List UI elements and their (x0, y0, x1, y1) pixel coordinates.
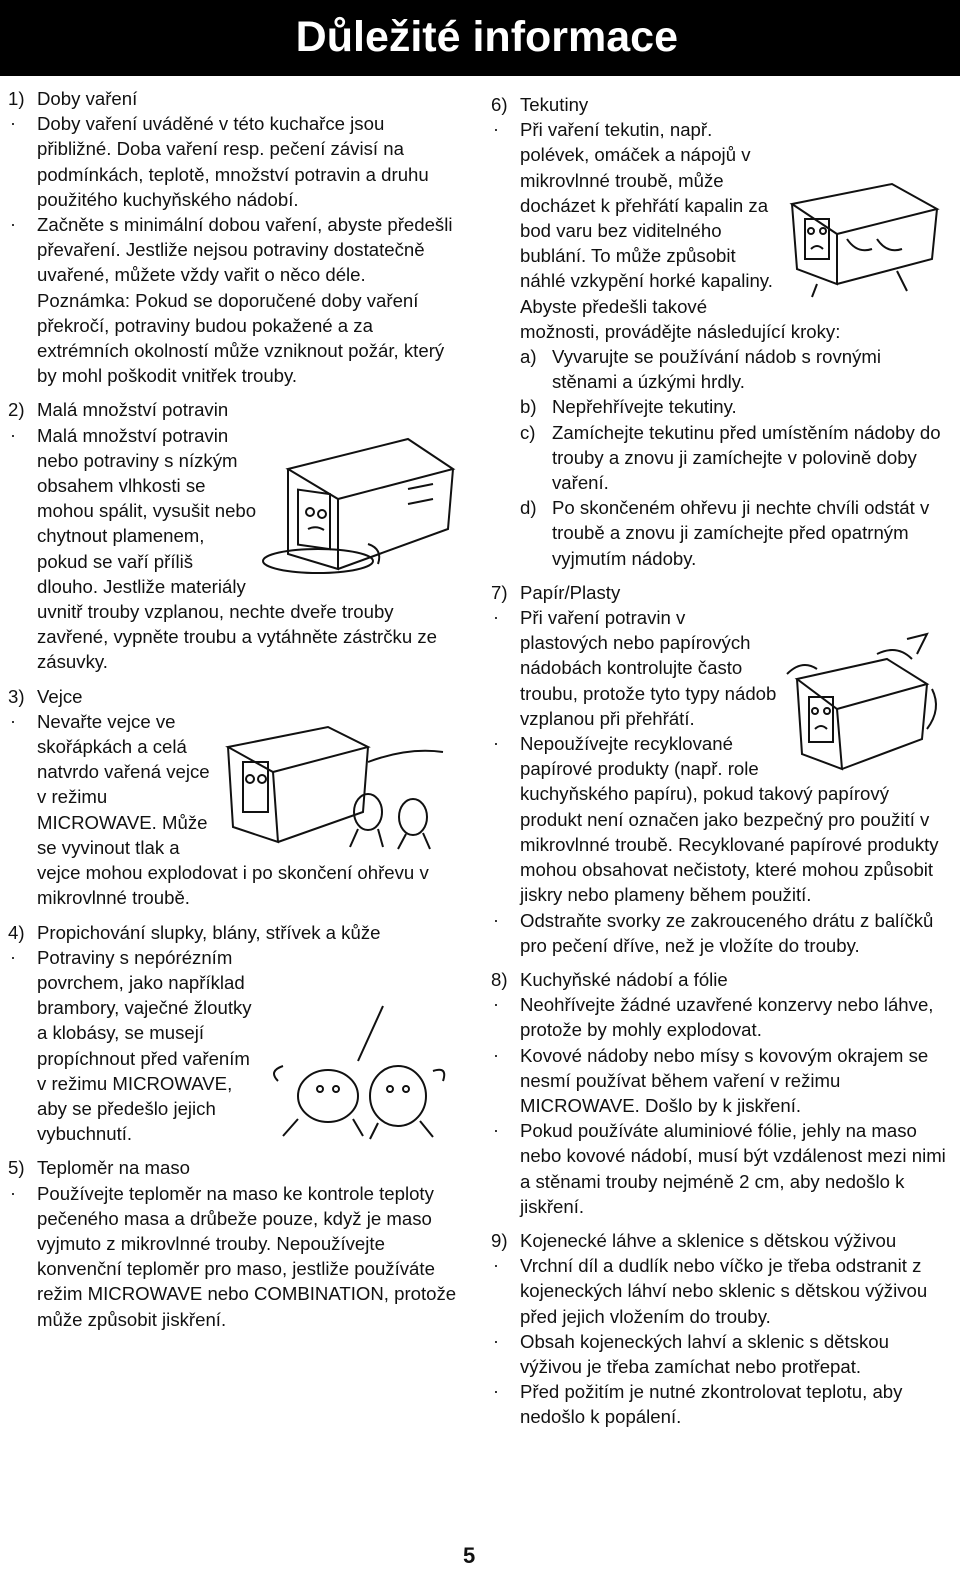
section-number: 7) (491, 581, 508, 603)
bullet-text: Před požitím je nutné zkontrolovat teplotu, aby nedošlo k popálení. (520, 1381, 903, 1428)
bullet-item (491, 1329, 947, 1379)
section-heading (8, 684, 458, 709)
section-paper-plastics (491, 580, 947, 958)
section-number: 5) (8, 1157, 25, 1179)
bullet-item (8, 111, 458, 212)
section-cooking-times (8, 86, 458, 388)
bullet-icon: · (10, 1182, 16, 1203)
bullet-item (8, 1181, 458, 1332)
section-heading (8, 920, 458, 945)
section-heading (8, 86, 458, 111)
sub-item (491, 495, 947, 571)
section-eggs (8, 684, 458, 911)
sub-item (491, 420, 947, 496)
page-title: Důležité informace (295, 13, 678, 61)
sub-item-text: Po skončeném ohřevu ji nechte chvíli odstát v troubě a znovu ji zamíchejte před opatrným vyjmutím nádoby. (552, 497, 930, 569)
bullet-text: Při vaření potravin v plastových nebo papírových nádobách kontrolujte často troubu, protože tyto typy nádob vzplanou při přehřátí. (520, 607, 777, 729)
bullet-icon: · (493, 119, 499, 140)
section-title: Kuchyňské nádobí a fólie (520, 968, 728, 990)
section-number: 9) (491, 1229, 508, 1251)
bullet-icon: · (493, 909, 499, 930)
sub-item-text: Nepřehřívejte tekutiny. (552, 396, 737, 418)
section-heading (491, 92, 947, 117)
bullet-icon: · (493, 1044, 499, 1065)
bullet-item (491, 1253, 947, 1329)
bullet-item (8, 945, 458, 1147)
bullet-icon: · (10, 214, 16, 235)
bullet-item (8, 212, 458, 288)
section-title: Teploměr na maso (37, 1157, 190, 1179)
bullet-icon: · (10, 710, 16, 731)
bullet-icon: · (10, 424, 16, 445)
bullet-icon: · (10, 946, 16, 967)
bullet-icon: · (10, 113, 16, 134)
bullet-item (491, 1379, 947, 1429)
section-title: Vejce (37, 685, 83, 707)
bullet-item (491, 117, 947, 344)
bullet-icon: · (493, 1120, 499, 1141)
section-title: Doby vaření (37, 88, 138, 109)
page-number: 5 (463, 1543, 476, 1568)
bullet-text: Malá množství potravin nebo potraviny s nízkým obsahem vlhkosti se mohou spálit, vysušit nebo chytnout plamenem, pokud se vaří příliš dlouho. Jestliže materiály uvnitř trouby vzplanou, nechte dveře trouby zavřené, vypněte troubu a vytáhněte zástrčku ze zásuvky. (37, 424, 437, 673)
section-cookware-foil (491, 967, 947, 1219)
section-title: Tekutiny (520, 94, 589, 115)
section-title: Propichování slupky, blány, střívek a kůže (37, 921, 381, 943)
bullet-text: Pokud používáte aluminiové fólie, jehly na maso nebo kovové nádobí, musí být vzdálenost mezi nimi a stěnami trouby nejméně 2 cm, aby nedošlo k jiskření. (520, 1120, 946, 1217)
bullet-text: Odstraňte svorky ze zakrouceného drátu z balíčků pro pečení dříve, než je vložíte do trouby. (520, 909, 934, 956)
bullet-icon: · (493, 733, 499, 754)
bullet-icon: · (493, 1255, 499, 1276)
section-heading (8, 397, 458, 422)
section-number: 2) (8, 399, 25, 421)
sub-item-text: Vyvarujte se používání nádob s rovnými stěnami a úzkými hrdly. (552, 346, 882, 393)
section-liquids (491, 92, 947, 571)
sub-item-label: d) (520, 497, 537, 519)
bullet-text: Nevařte vejce ve skořápkách a celá natvrdo vařená vejce v režimu MICROWAVE. Může se vyvinout tlak a vejce mohou explodovat i po skončení ohřevu v mikrovlnné troubě. (37, 710, 429, 909)
bullet-item (491, 605, 947, 731)
bullet-item (491, 731, 947, 907)
section-number: 6) (491, 94, 508, 115)
section-heading (491, 1228, 947, 1253)
bullet-icon: · (493, 1330, 499, 1351)
right-column (491, 92, 947, 1439)
bullet-text: Potraviny s nepórézním povrchem, jako například brambory, vaječné žloutky a klobásy, se musejí propíchnout před vařením v režimu MICROWAVE, aby se předešlo jejich vybuchnutí. (37, 946, 252, 1145)
sub-item-label: a) (520, 346, 537, 368)
bullet-item (8, 709, 458, 911)
bullet-text: Nepoužívejte recyklované papírové produkty (např. role kuchyňského papíru), pokud takový papírový produkt není označen jako bezpečný pro použití v mikrovlnné troubě. Recyklované papírové produkty mohou obsahovat nečistoty, které mohou způsobit jiskry nebo plameny během použití. (520, 733, 939, 906)
section-number: 4) (8, 921, 25, 943)
section-baby-bottles (491, 1228, 947, 1430)
bullet-text: Používejte teploměr na maso ke kontrole teploty pečeného masa a drůbeže pouze, když je maso vyjmuto z mikrovlnné trouby. Nepoužívejte konvenční teploměr pro maso, jestliže používáte režim MICROWAVE nebo COMBINATION, protože může způsobit jiskření. (37, 1182, 457, 1330)
bullet-item (491, 1118, 947, 1219)
section-title: Malá množství potravin (37, 399, 229, 421)
bullet-text: Obsah kojeneckých lahví a sklenic s dětskou výživou je třeba zamíchat nebo protřepat. (520, 1330, 889, 1377)
bullet-item (491, 1043, 947, 1119)
sub-item-text: Zamíchejte tekutinu před umístěním nádoby do trouby a znovu ji zamíchejte v polovině doby vaření. (552, 421, 941, 494)
sub-item-label: c) (520, 421, 536, 443)
section-piercing (8, 920, 458, 1147)
page-header (0, 0, 960, 76)
bullet-item (8, 423, 458, 675)
bullet-text: Začněte s minimální dobou vaření, abyste předešli převaření. Jestliže nejsou potraviny dostatečně uvařené, můžete vždy vařit o něco déle. (37, 214, 453, 286)
bullet-item (491, 908, 947, 958)
section-heading (491, 580, 947, 605)
bullet-icon: · (493, 1381, 499, 1402)
section-number: 8) (491, 968, 508, 990)
bullet-text: Při vaření tekutin, např. polévek, omáček a nápojů v mikrovlnné troubě, může docházet k přehřátí kapalin za bod varu bez viditelného bublání. To může způsobit náhlé vzkypění horké kapaliny. Abyste předešli takové možnosti, provádějte následující kroky: (520, 119, 841, 342)
bullet-icon: · (493, 607, 499, 628)
section-number: 1) (8, 88, 25, 109)
sub-item-label: b) (520, 396, 537, 418)
section-title: Papír/Plasty (520, 581, 621, 603)
section-heading (491, 967, 947, 992)
note-text: Poznámka: Pokud se doporučené doby vaření překročí, potraviny budou pokažené a za extrémních okolností může vzniknout požár, který by mohl poškodit vnitřek trouby. (37, 289, 445, 387)
left-column (8, 86, 458, 1341)
bullet-text: Vrchní díl a dudlík nebo víčko je třeba odstranit z kojeneckých láhví nebo sklenic s dětskou výživou před jejich vložením do trouby. (520, 1255, 928, 1327)
section-heading (8, 1155, 458, 1180)
bullet-text: Doby vaření uváděné v této kuchařce jsou přibližné. Doba vaření resp. pečení závisí na podmínkách, teplotě, množství potravin a druhu použitého kuchyňského nádobí. (37, 113, 429, 210)
section-number: 3) (8, 685, 25, 707)
section-title: Kojenecké láhve a sklenice s dětskou výživou (520, 1229, 897, 1251)
sub-item (491, 344, 947, 394)
bullet-text: Neohřívejte žádné uzavřené konzervy nebo láhve, protože by mohly explodovat. (520, 994, 934, 1041)
bullet-icon: · (493, 994, 499, 1015)
bullet-item (491, 992, 947, 1042)
bullet-text: Kovové nádoby nebo mísy s kovovým okrajem se nesmí používat během vaření v režimu MICROWAVE. Došlo by k jiskření. (520, 1044, 929, 1116)
section-small-quantities (8, 397, 458, 674)
sub-item (491, 394, 947, 419)
section-meat-thermometer (8, 1155, 458, 1331)
